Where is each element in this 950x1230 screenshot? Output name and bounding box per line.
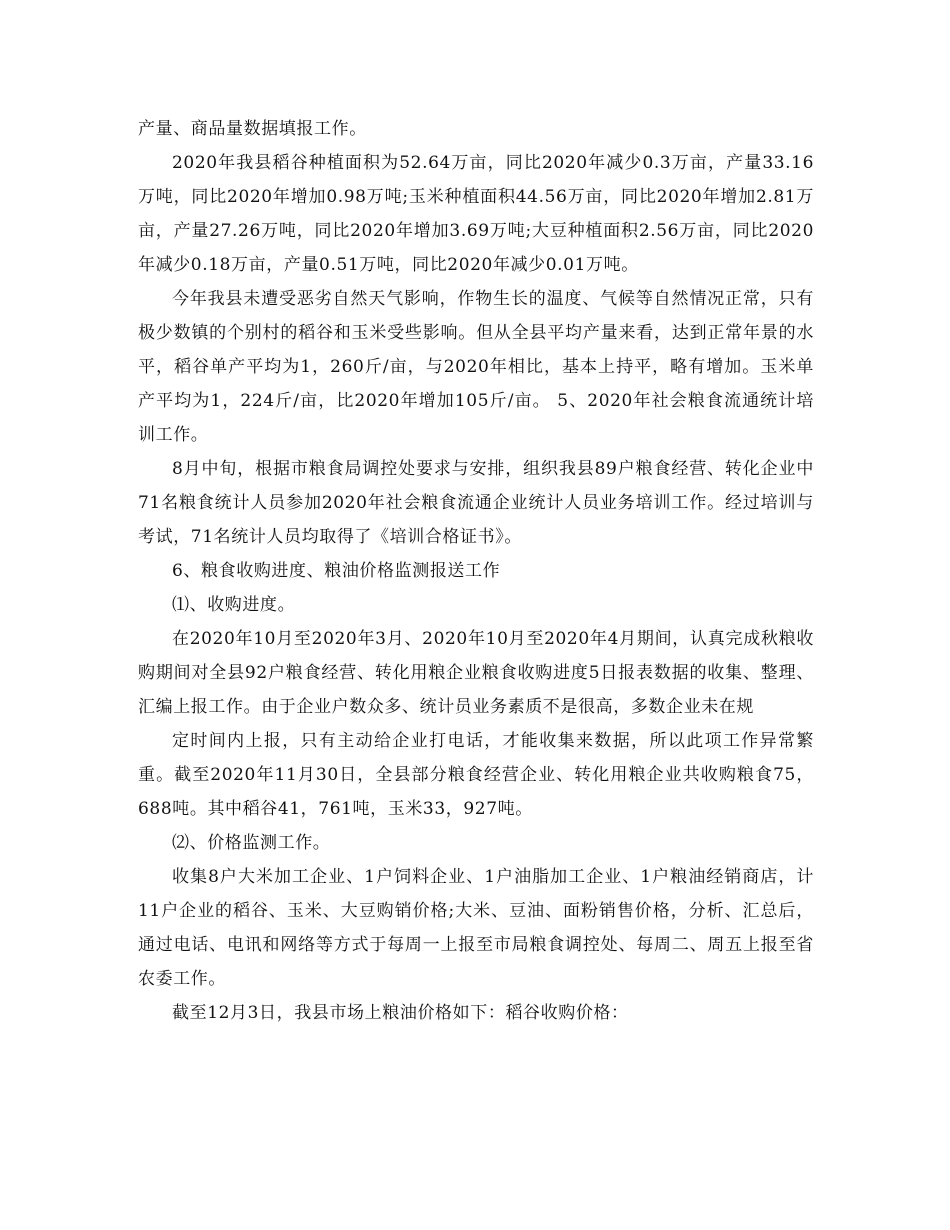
- paragraph: 定时间内上报，只有主动给企业打电话，才能收集来数据，所以此项工作异常繁重。截至2020年11月30日，全县部分粮食经营企业、转化用粮企业共收购粮食75，688吨。其中稻谷41，761吨，玉米33，927吨。: [138, 731, 814, 819]
- section-heading: 6、粮食收购进度、粮油价格监测报送工作: [172, 561, 501, 581]
- subsection-heading: ⑴、收购进度。: [172, 595, 296, 615]
- paragraph: 2020年我县稻谷种植面积为52.64万亩，同比2020年减少0.3万亩，产量33.16万吨，同比2020年增加0.98万吨;玉米种植面积44.56万亩，同比2020年增加2.81万亩，产量27.26万吨，同比2020年增加3.69万吨;大豆种植面积2.56万亩，同比2020年减少0.18万亩，产量0.51万吨，同比2020年减少0.01万吨。: [138, 153, 814, 275]
- document-body: [138, 112, 814, 1030]
- subsection-heading: ⑵、价格监测工作。: [172, 833, 331, 853]
- paragraph: 8月中旬，根据市粮食局调控处要求与安排，组织我县89户粮食经营、转化企业中71名粮食统计人员参加2020年社会粮食流通企业统计人员业务培训工作。经过培训与考试，71名统计人员均取得了《培训合格证书》。: [138, 459, 814, 547]
- paragraph: 产量、商品量数据填报工作。: [138, 119, 367, 139]
- paragraph: 今年我县未遭受恶劣自然天气影响，作物生长的温度、气候等自然情况正常，只有极少数镇的个别村的稻谷和玉米受些影响。但从全县平均产量来看，达到正常年景的水平，稻谷单产平均为1，260斤/亩，与2020年相比，基本上持平，略有增加。玉米单产平均为1，224斤/亩，比2020年增加105斤/亩。 5、2020年社会粮食流通统计培训工作。: [138, 289, 814, 445]
- paragraph: 截至12月3日，我县市场上粮油价格如下：稻谷收购价格：: [172, 1003, 629, 1023]
- paragraph: 在2020年10月至2020年3月、2020年10月至2020年4月期间，认真完成秋粮收购期间对全县92户粮食经营、转化用粮企业粮食收购进度5日报表数据的收集、整理、汇编上报工作。由于企业户数众多、统计员业务素质不是很高，多数企业未在规: [138, 629, 814, 717]
- paragraph: 收集8户大米加工企业、1户饲料企业、1户油脂加工企业、1户粮油经销商店，计11户企业的稻谷、玉米、大豆购销价格;大米、豆油、面粉销售价格，分析、汇总后，通过电话、电讯和网络等方式于每周一上报至市局粮食调控处、每周二、周五上报至省农委工作。: [138, 867, 814, 989]
